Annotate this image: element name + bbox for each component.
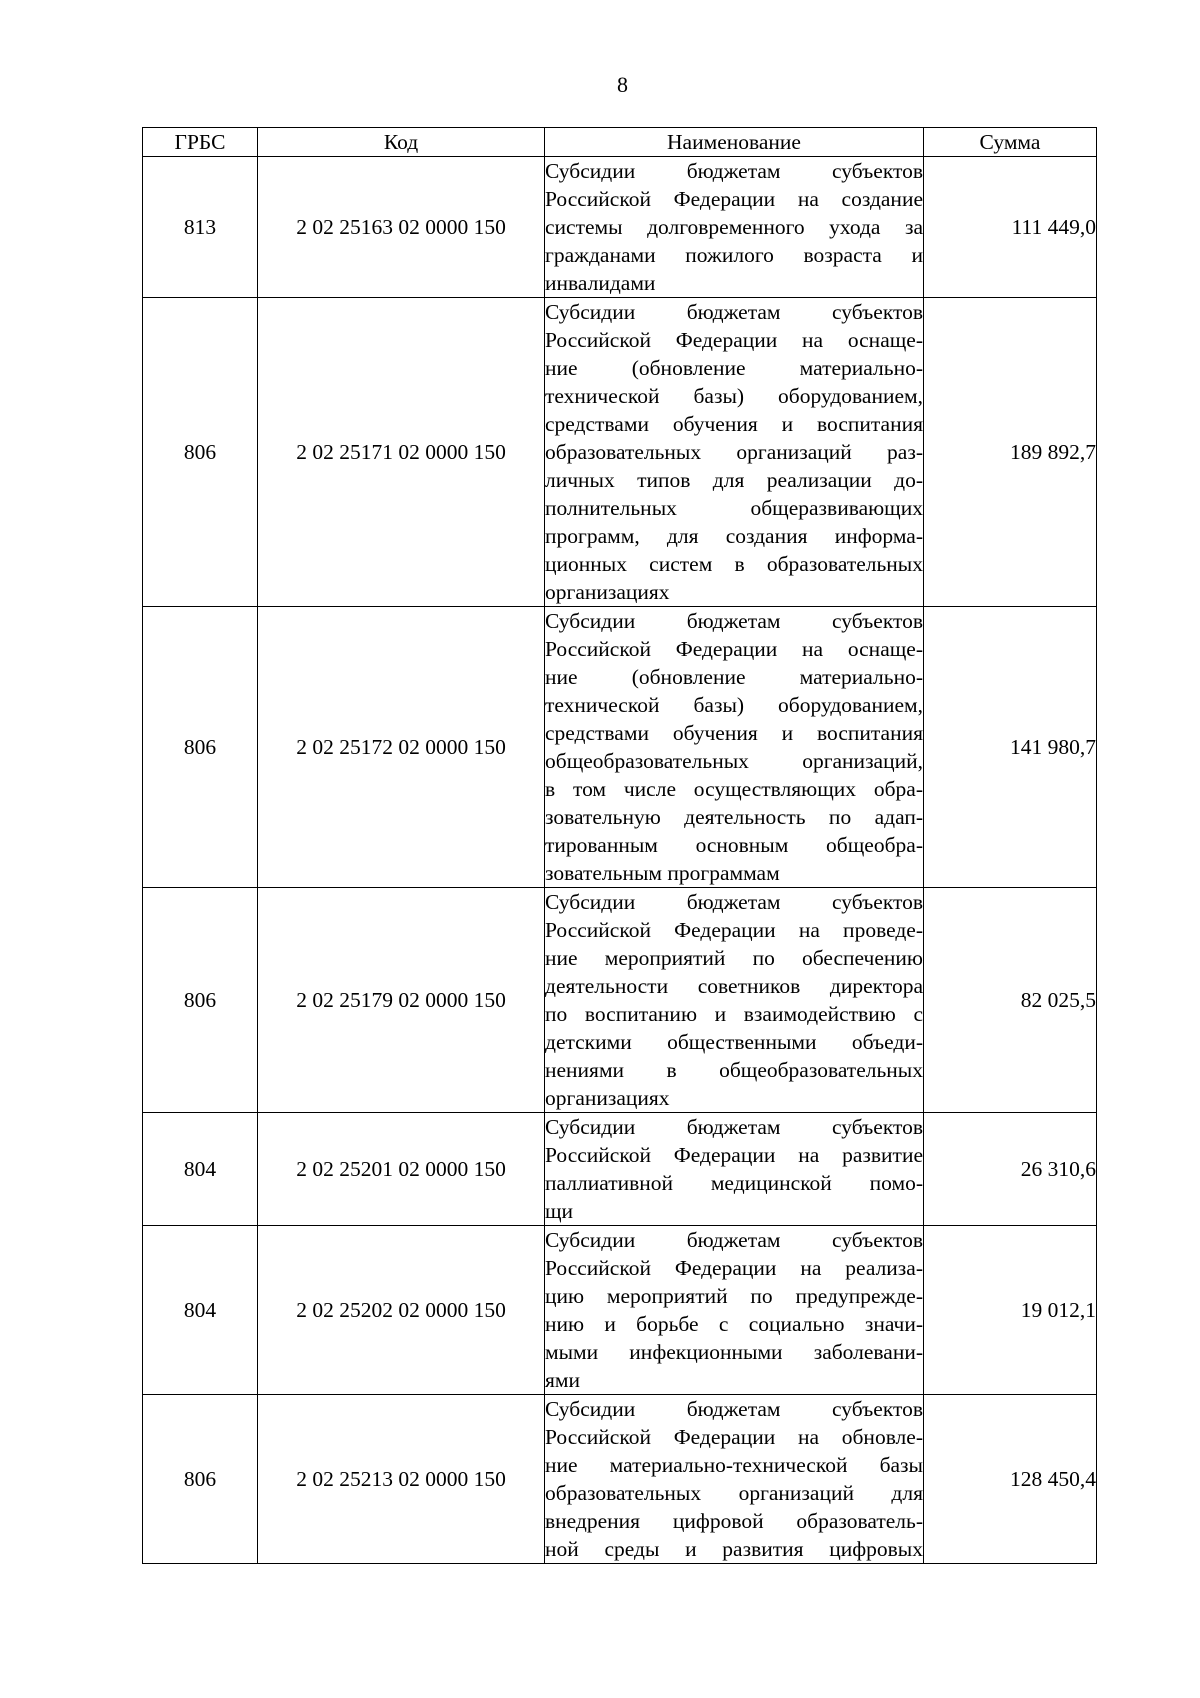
cell-name-line: программ, для создания информа- xyxy=(545,524,923,548)
cell-name-line: мыми инфекционными заболевани- xyxy=(545,1340,923,1364)
cell-name-line: Субсидии бюджетам субъектов xyxy=(545,890,923,914)
cell-name-line: Российской Федерации на обновле- xyxy=(545,1425,923,1449)
cell-name-line: Субсидии бюджетам субъектов xyxy=(545,300,923,324)
cell-name-line: ционных систем в образовательных xyxy=(545,552,923,576)
cell-sum: 128 450,4 xyxy=(924,1395,1097,1564)
cell-code: 2 02 25171 02 0000 150 xyxy=(258,298,545,607)
cell-name-line: зовательную деятельность по адап- xyxy=(545,805,923,829)
cell-name-line: нию и борьбе с социально значи- xyxy=(545,1312,923,1336)
cell-name-line: технической базы) оборудованием, xyxy=(545,693,923,717)
header-name: Наименование xyxy=(545,128,924,157)
cell-name-line: по воспитанию и взаимодействию с xyxy=(545,1002,923,1026)
cell-name xyxy=(545,1226,924,1395)
cell-name-line: Субсидии бюджетам субъектов xyxy=(545,609,923,633)
cell-name-line: Российской Федерации на создание xyxy=(545,187,923,211)
cell-name-line: ние (обновление материально- xyxy=(545,665,923,689)
cell-code: 2 02 25163 02 0000 150 xyxy=(258,157,545,298)
page-number: 8 xyxy=(617,72,628,97)
cell-name-line: образовательных организаций для xyxy=(545,1481,923,1505)
cell-name-line: общеобразовательных организаций, xyxy=(545,749,923,773)
cell-grbs: 806 xyxy=(143,888,258,1113)
table-row xyxy=(143,1226,1097,1395)
cell-name-line: деятельности советников директора xyxy=(545,974,923,998)
cell-name-line: ями xyxy=(545,1368,581,1392)
cell-sum: 26 310,6 xyxy=(924,1113,1097,1226)
cell-sum: 189 892,7 xyxy=(924,298,1097,607)
cell-name-line: Российской Федерации на развитие xyxy=(545,1143,923,1167)
table-row xyxy=(143,298,1097,607)
cell-name-line: инвалидами xyxy=(545,271,656,295)
cell-name-line: Российской Федерации на проведе- xyxy=(545,918,923,942)
cell-name xyxy=(545,607,924,888)
cell-name-line: средствами обучения и воспитания xyxy=(545,412,923,436)
cell-sum: 82 025,5 xyxy=(924,888,1097,1113)
cell-name-line: ние мероприятий по обеспечению xyxy=(545,946,923,970)
cell-name-line: гражданами пожилого возраста и xyxy=(545,243,923,267)
cell-name-line: Российской Федерации на реализа- xyxy=(545,1256,923,1280)
cell-code: 2 02 25213 02 0000 150 xyxy=(258,1395,545,1564)
cell-grbs: 804 xyxy=(143,1226,258,1395)
cell-name xyxy=(545,1113,924,1226)
cell-name-line: Российской Федерации на оснаще- xyxy=(545,328,923,352)
cell-code: 2 02 25201 02 0000 150 xyxy=(258,1113,545,1226)
cell-name-line: детскими общественными объеди- xyxy=(545,1030,923,1054)
cell-name xyxy=(545,888,924,1113)
cell-name-line: паллиативной медицинской помо- xyxy=(545,1171,923,1195)
cell-sum: 111 449,0 xyxy=(924,157,1097,298)
cell-code: 2 02 25172 02 0000 150 xyxy=(258,607,545,888)
cell-name-line: Субсидии бюджетам субъектов xyxy=(545,1397,923,1421)
table-row xyxy=(143,1395,1097,1564)
cell-grbs: 813 xyxy=(143,157,258,298)
cell-name-line: средствами обучения и воспитания xyxy=(545,721,923,745)
table-row xyxy=(143,888,1097,1113)
cell-name-line: образовательных организаций раз- xyxy=(545,440,923,464)
cell-name-line: технической базы) оборудованием, xyxy=(545,384,923,408)
cell-name-line: Субсидии бюджетам субъектов xyxy=(545,1115,923,1139)
header-code: Код xyxy=(258,128,545,157)
cell-name-line: полнительных общеразвивающих xyxy=(545,496,923,520)
cell-sum: 19 012,1 xyxy=(924,1226,1097,1395)
cell-code: 2 02 25202 02 0000 150 xyxy=(258,1226,545,1395)
cell-grbs: 806 xyxy=(143,298,258,607)
cell-name-line: зовательным программам xyxy=(545,861,780,885)
cell-name-line: ние материально-технической базы xyxy=(545,1453,923,1477)
cell-name-line: Субсидии бюджетам субъектов xyxy=(545,159,923,183)
table-body xyxy=(143,157,1097,1564)
table-row xyxy=(143,157,1097,298)
cell-name xyxy=(545,1395,924,1564)
cell-name-line: цию мероприятий по предупрежде- xyxy=(545,1284,923,1308)
cell-name-line: организациях xyxy=(545,580,670,604)
cell-name xyxy=(545,298,924,607)
cell-name-line: личных типов для реализации до- xyxy=(545,468,923,492)
cell-name-line: нениями в общеобразовательных xyxy=(545,1058,923,1082)
cell-name-line: Субсидии бюджетам субъектов xyxy=(545,1228,923,1252)
table-header-row xyxy=(143,128,1097,157)
cell-name-line: внедрения цифровой образователь- xyxy=(545,1509,923,1533)
table-row xyxy=(143,607,1097,888)
cell-grbs: 806 xyxy=(143,607,258,888)
cell-grbs: 806 xyxy=(143,1395,258,1564)
cell-name-line: в том числе осуществляющих обра- xyxy=(545,777,923,801)
cell-name-line: Российской Федерации на оснаще- xyxy=(545,637,923,661)
cell-name-line: тированным основным общеобра- xyxy=(545,833,923,857)
cell-name-line: организациях xyxy=(545,1086,670,1110)
header-grbs: ГРБС xyxy=(143,128,258,157)
budget-table xyxy=(142,127,1097,1564)
cell-name-line: системы долговременного ухода за xyxy=(545,215,923,239)
cell-code: 2 02 25179 02 0000 150 xyxy=(258,888,545,1113)
table-row xyxy=(143,1113,1097,1226)
cell-grbs: 804 xyxy=(143,1113,258,1226)
cell-name-line: ние (обновление материально- xyxy=(545,356,923,380)
cell-name-line: ной среды и развития цифровых xyxy=(545,1537,923,1561)
header-sum: Сумма xyxy=(924,128,1097,157)
cell-sum: 141 980,7 xyxy=(924,607,1097,888)
cell-name xyxy=(545,157,924,298)
cell-name-line: щи xyxy=(545,1199,574,1223)
